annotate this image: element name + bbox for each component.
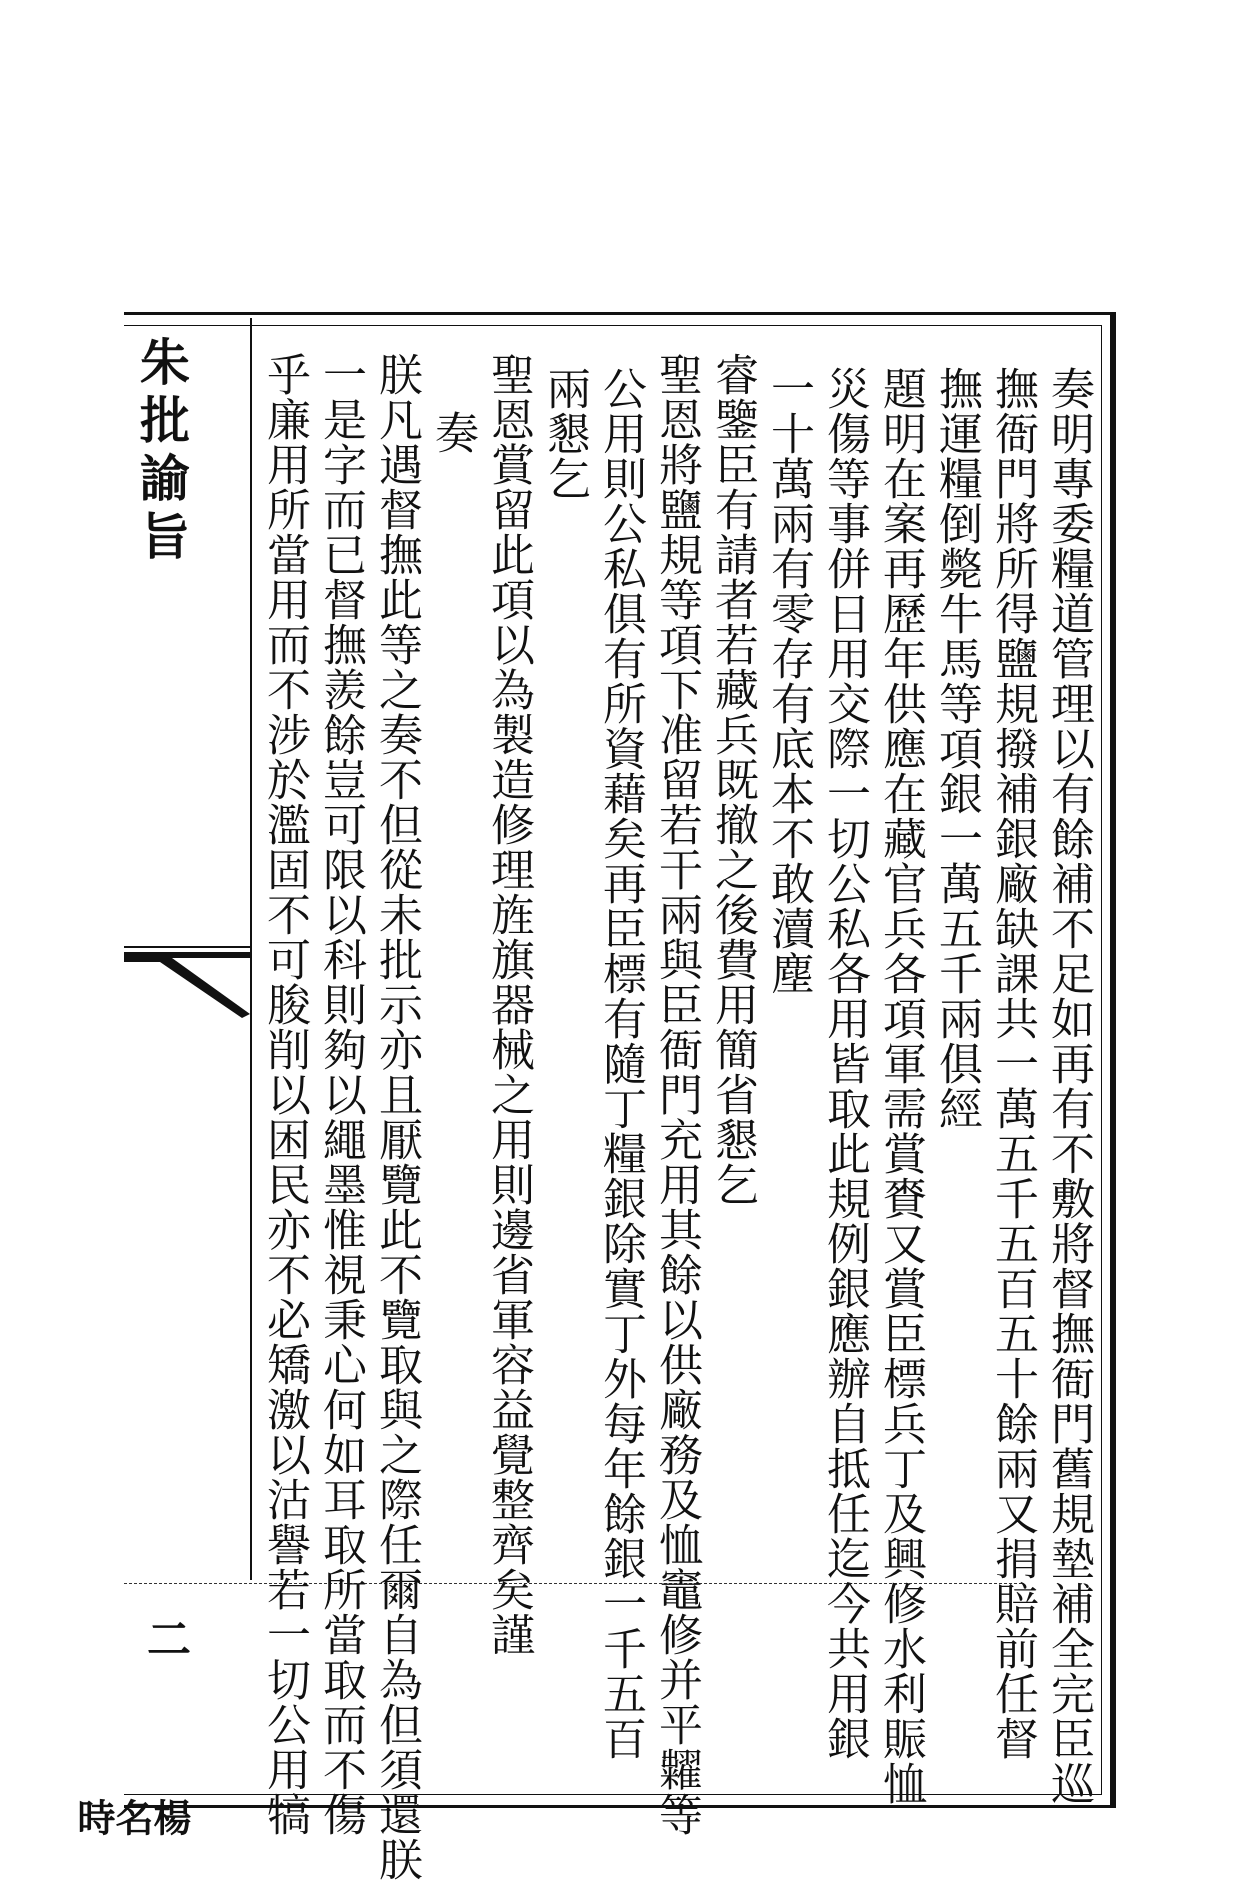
text-column: 聖恩將鹽規等項下准留若干兩與臣衙門充用其餘以供廠務及恤竈修并平糶等 [651,352,702,1837]
text-column: 奏明專委糧道管理以有餘補不足如再有不敷將督撫衙門舊規墊補全完臣巡 [1043,366,1094,1806]
text-column: 災傷等事併日用交際一切公私各用皆取此規例銀應辦自抵任迄今共用銀 [819,366,870,1761]
text-column: 睿鑒臣有請者若藏兵既撤之後費用簡省懇乞 [707,352,758,1207]
fish-tail-ornament [124,946,250,1018]
text-column: 撫運糧倒斃牛馬等項銀一萬五千兩俱經 [931,366,982,1131]
vermilion-rescript-column: 朕凡遇督撫此等之奏不但從未批示亦且厭覽此不覽取與之際任爾自為但須還朕 [371,352,422,1882]
book-spine [71,318,252,1838]
vermilion-rescript-column: 一是字而已督撫羨餘豈可限以科則夠以繩墨惟視秉心何如耳取所當取而不傷 [315,352,366,1837]
text-column: 兩懇乞 [539,366,590,501]
memorial-text [259,352,1100,1882]
text-column: 撫衙門將所得鹽規撥補銀廠缺課共一萬五千五百五十餘兩又捐賠前任督 [987,366,1038,1761]
text-column: 題明在案再歷年供應在藏官兵各項軍需賞賚又賞臣標兵丁及興修水利賑恤 [875,366,926,1806]
text-column: 一十萬兩有零存有底本不敢瀆塵 [763,366,814,996]
text-column: 聖恩賞留此項以為製造修理旌旗器械之用則邊省軍容益覺整齊矣謹 [483,352,534,1657]
spine-title: 朱批諭旨 [132,336,191,568]
spine-author: 楊名時 [71,1798,192,1838]
fish-tail-icon [124,952,250,1022]
spine-page-number: 二 [139,1616,190,1660]
text-column: 奏 [427,410,478,455]
text-column: 公用則公私俱有所資藉矣再臣標有隨丁糧銀除實丁外每年餘銀一千五百 [595,366,646,1761]
vermilion-rescript-column: 乎廉用所當用而不涉於濫固不可朘削以困民亦不必矯激以沽譽若一切公用犒 [259,352,310,1837]
